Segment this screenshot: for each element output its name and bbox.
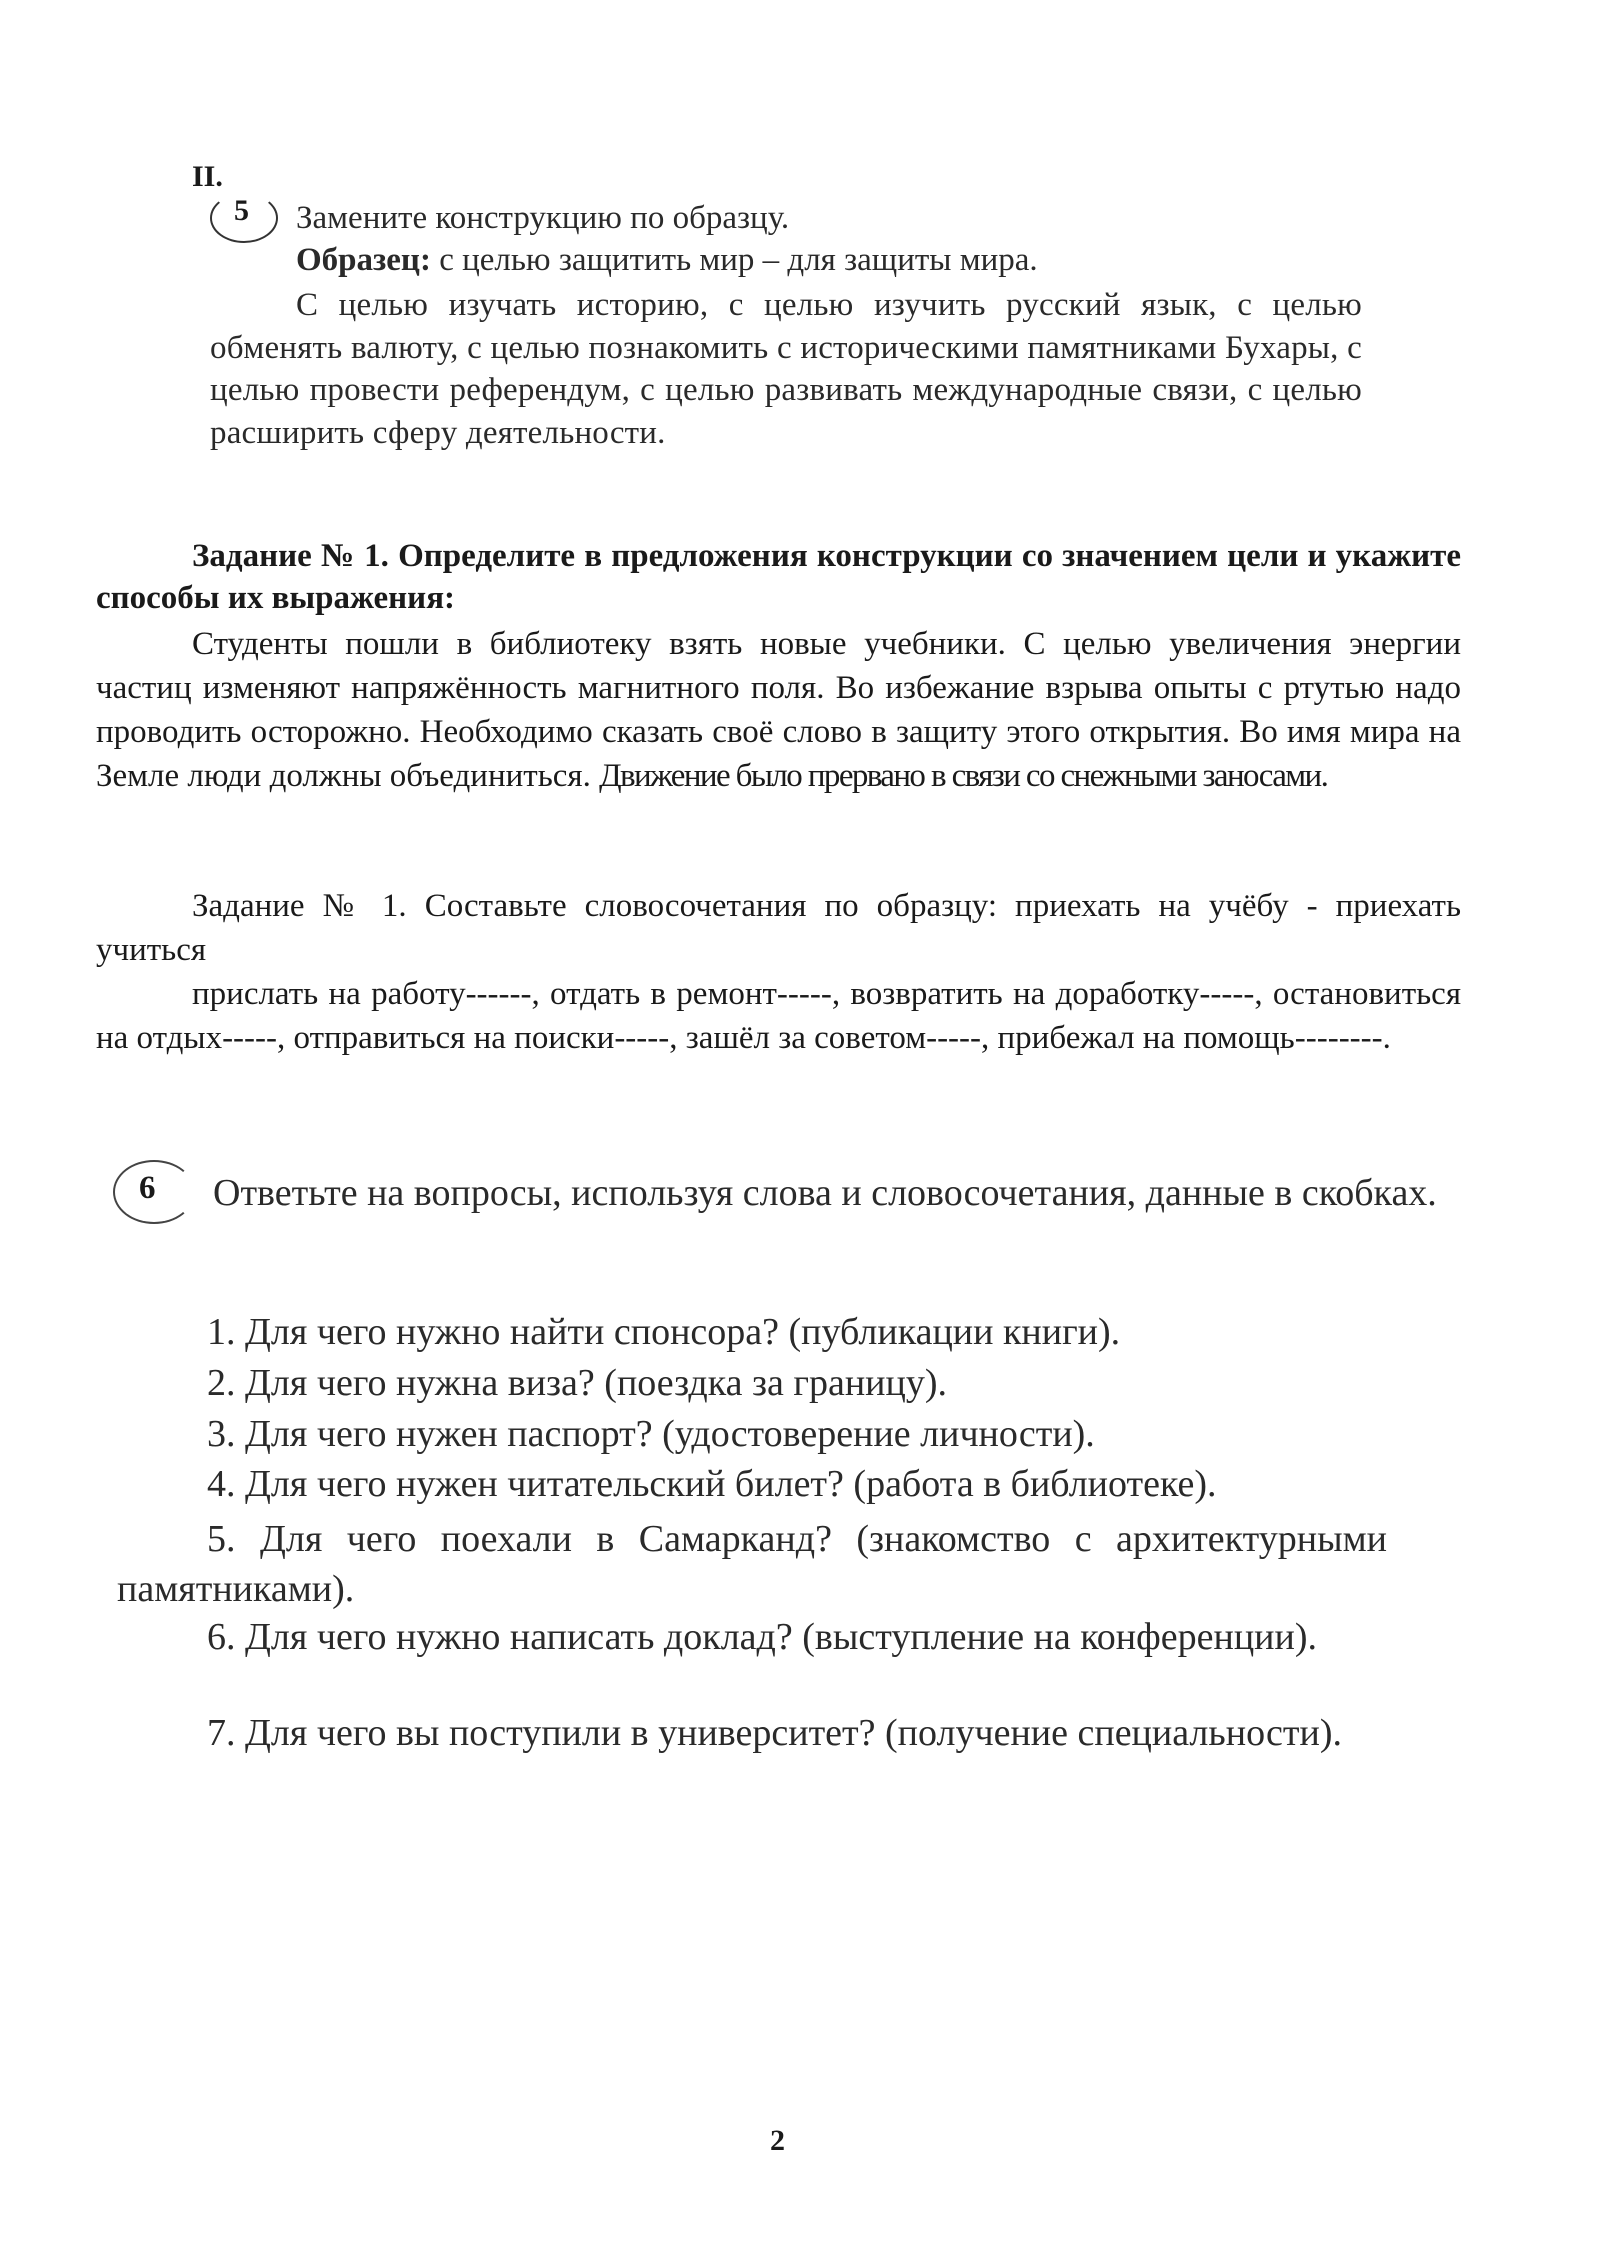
task-2-body: прислать на работу------, отдать в ремонт-----, возвратить на доработку-----, остановиться на отдых-----, отправиться на поиски-----, зашёл за советом-----, прибежал на помощь--------. <box>96 976 1461 1056</box>
question-3: 3. Для чего нужен паспорт? (удостоверение личности). <box>207 1413 1095 1455</box>
exercise-5-number: 5 <box>234 194 249 227</box>
exercise-5-body: С целью изучать историю, с целью изучить русский язык, с целью обменять валюту, с целью познакомить с историческими памятниками Бухары, с целью провести референдум, с целью развивать международные связи, с целью расширить сферу деятельности. <box>210 287 1362 451</box>
exercise-5-instruction: Замените конструкцию по образцу. <box>296 200 790 236</box>
task-1-body-last: Движение было прервано в связи со снежными заносами. <box>599 758 1328 794</box>
question-7: 7. Для чего вы поступили в университет? (получение специальности). <box>207 1712 1342 1754</box>
question-4: 4. Для чего нужен читательский билет? (работа в библиотеке). <box>207 1463 1217 1505</box>
task-2-heading: Задание № 1. Составьте словосочетания по образцу: приехать на учёбу - приехать учиться <box>96 888 1461 968</box>
exercise-5-sample-label: Образец: <box>296 242 431 278</box>
task-1-body-text: Студенты пошли в библиотеку взять новые учебники. С целью увеличения энергии частиц изменяют напряжённость магнитного поля. Во избежание взрыва опыты с ртутью надо проводить осторожно. Необходимо сказать своё слово в защиту этого открытия. Во имя мира на Земле люди должны объединиться. <box>96 626 1461 794</box>
exercise-6-instruction: Ответьте на вопросы, используя слова и словосочетания, данные в скобках. <box>213 1172 1437 1214</box>
page-number: 2 <box>770 2124 785 2157</box>
task-1-heading: Задание № 1. Определите в предложения конструкции со значением цели и укажите способы их выражения: <box>96 538 1461 616</box>
question-6: 6. Для чего нужно написать доклад? (выступление на конференции). <box>207 1616 1317 1658</box>
task-1-body <box>96 622 1461 798</box>
exercise-6-number: 6 <box>139 1170 156 1206</box>
exercise-5-sample-text: с целью защитить мир – для защиты мира. <box>430 242 1038 278</box>
exercise-5-sample <box>296 242 1038 279</box>
question-2: 2. Для чего нужна виза? (поездка за границу). <box>207 1362 947 1404</box>
section-heading: II. <box>192 160 223 193</box>
question-5: 5. Для чего поехали в Самарканд? (знакомство с архитектурными памятниками). <box>117 1518 1387 1610</box>
question-1: 1. Для чего нужно найти спонсора? (публикации книги). <box>207 1311 1121 1353</box>
